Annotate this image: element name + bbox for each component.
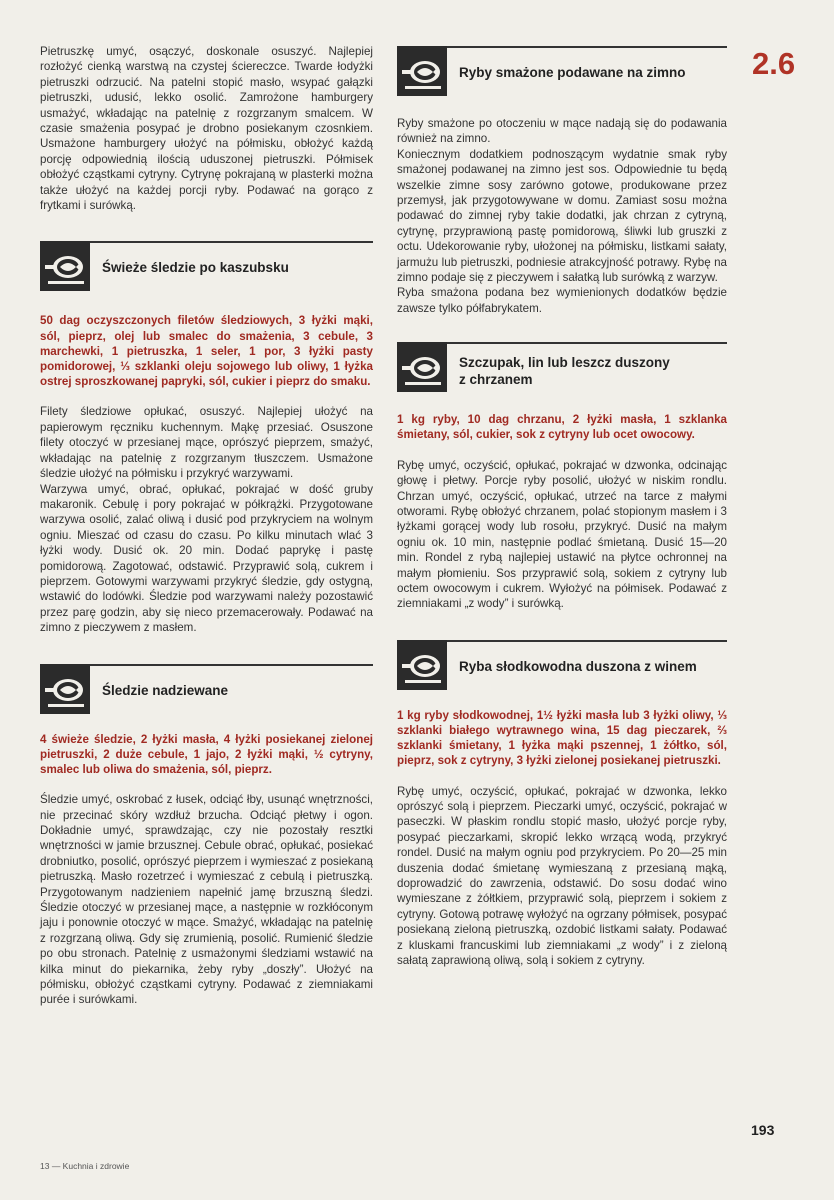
fish-pan-icon	[40, 241, 90, 291]
footer-note: 13 — Kuchnia i zdrowie	[40, 1161, 130, 1171]
left-column	[40, 44, 373, 1008]
method-paragraph: Ryby smażone po otoczeniu w mące nadają się do podawania również na zimno.	[397, 117, 727, 146]
ingredients: 1 kg ryby słodkowodnej, 1½ łyżki masła lub 3 łyżki oliwy, ⅓ szklanki białego wytrawnego wina, 15 dag pieczarek, ⅔ szklanki śmietany, 1 łyżka mąki pszennej, 1 żółtko, sól, pieprz, sok z cytryny, 3 łyżki zielonej posiekanej pietruszki.	[397, 708, 727, 768]
recipe-header	[397, 342, 727, 396]
method-paragraph: Śledzie umyć, oskrobać z łusek, odciąć łby, usunąć wnętrzności, nie przecinać skóry wzdłuż brzucha. Odciąć płetwy i ogon. Dokładnie umyć, sprawdzając, czy nie pozostały resztki wnętrzności w jamie brzusznej. Cebule obrać, opłukać, posiekać drobniutko, posolić, oprószyć pieprzem i wymieszać z posiekaną pietruszką. Masło rozetrzeć i wymieszać z cebulą i pietruszką. Przygotowanym nadzieniem napełnić jamę brzuszną śledzi. Śledzie otoczyć w przesianej mące, a następnie w rozkłóconym jaju i ponownie otoczyć w mące. Smażyć, wkładając na patelnię z rozgrzaną oliwą. Gdy się zrumienią, posolić. Rumienić śledzie po obu stronach. Patelnię z usmażonymi śledziami wstawić na kilka minut do piekarnika, żeby ryby „doszły”. Ułożyć na półmisku, obłożyć cząstkami cytryny. Podawać z ziemniakami purée i surówkami.	[40, 793, 373, 1007]
recipe-title: Ryba słodkowodna duszona z winem	[459, 658, 697, 674]
section-number: 2.6	[752, 46, 796, 81]
method-paragraph: Filety śledziowe opłukać, osuszyć. Najlepiej ułożyć na papierowym ręczniku kuchennym. Mąkę przesiać. Osuszone filety otoczyć w przesianej mące, oprószyć pieprzem, smażyć, wkładając na patelnię z rozgrzanym tłuszczem. Usmażone śledzie ułożyć na półmisku i przykryć warzywami.	[40, 405, 373, 481]
ingredients: 50 dag oczyszczonych filetów śledziowych, 3 łyżki mąki, sól, pieprz, olej lub smalec do smażenia, 3 cebule, 3 marchewki, 1 pietruszka, 1 seler, 1 por, 3 łyżki pasty pomidorowej, ⅓ szklanki oleju sojowego lub oliwy, 1 łyżka ostrej sproszkowanej papryki, sól, cukier i pieprz do smaku.	[40, 314, 373, 389]
method-paragraph: Ryba smażona podana bez wymienionych dodatków będzie zawsze tylko półfabrykatem.	[397, 286, 727, 315]
fish-pan-icon	[40, 664, 90, 714]
recipe-header	[40, 664, 373, 714]
recipe-title	[459, 354, 727, 388]
ingredients: 4 świeże śledzie, 2 łyżki masła, 4 łyżki posiekanej zielonej pietruszki, 2 duże cebule, 1 jajo, 2 łyżki mąki, ½ cytryny, smalec lub oliwa do smażenia, sól, pieprz.	[40, 732, 373, 776]
method-paragraph: Koniecznym dodatkiem podnoszącym wydatnie smak ryby smażonej podawanej na zimno jest sos. Odpowiednie tu będą wszelkie zimne sosy zarówno gotowe, produkowane przez przemysł, jak przygotowywane w domu. Zamiast sosu można podawać do zimnej ryby takie dodatki, jak chrzan z cytryną, cytrynę, przyprawioną pastę pomidorową, śliwki lub gruszki z octu. Udekorowanie ryby, ułożonej na półmisku, listkami sałaty, jarmużu lub pietruszki, podniesie atrakcyjność potrawy. Rybę na zimno podaje się z pieczywem i sałatką lub surówką z warzyw.	[397, 147, 727, 285]
recipe-title: Śledzie nadziewane	[102, 682, 229, 698]
right-column	[397, 44, 727, 968]
method-paragraph: Warzywa umyć, obrać, opłukać, pokrajać w dość gruby makaronik. Cebulę i pory pokrajać w półkrążki. Przygotowane warzywa osolić, zalać oliwą i dusić pod przykryciem na wolnym ogniu. Mieszać od czasu do czasu. Po kilku minutach wlać 3 łyżki wody. Dusić ok. 20 min. Dodać paprykę i pastę pomidorową. Zagotować, odstawić. Przyprawić solą, cukrem i pieprzem. Gotowymi warzywami przykryć śledzie, gdy ostygną, wstawić do lodówki. Śledzie pod warzywami należy pozostawić przez parę godzin, aby się nieco przemacerowały. Podawać na zimno z pieczywem z masłem.	[40, 482, 373, 635]
fish-pan-icon	[397, 342, 447, 392]
ingredients: 1 kg ryby, 10 dag chrzanu, 2 łyżki masła, 1 szklanka śmietany, sól, cukier, sok z cytryny lub ocet owocowy.	[397, 413, 727, 442]
recipe-header	[397, 640, 727, 690]
page-number: 193	[751, 1122, 775, 1138]
recipe-title: Ryby smażone podawane na zimno	[459, 65, 686, 80]
method-paragraph: Rybę umyć, oczyścić, opłukać, pokrajać w dzwonka, lekko oprószyć solą i pieprzem. Pieczarki umyć, oczyścić, pokrajać w paseczki. W płaskim rondlu stopić masło, ułożyć porcje ryby, posypać pieczarkami, skropić lekko wrzącą wodą, przykryć rondel. Dusić na małym ogniu pod przykryciem. Po 20—25 min duszenia dodać śmietanę wymieszaną z przesianą mąką, doprowadzić do zawrzenia, odstawić. Do sosu dodać wino wymieszane z żółtkiem, przyprawić solą, pieprzem i sokiem z cytryny. Gotową potrawę wyłożyć na ogrzany półmisek, posypać posiekaną zieloną pietruszką, ozdobić listkami sałaty. Podawać z kluskami francuskimi lub ziemniakami „z wody” i z zieloną sałatą zaprawioną oliwą, solą i sokiem z cytryny.	[397, 784, 727, 968]
fish-pan-icon	[397, 640, 447, 690]
intro-paragraph: Pietruszkę umyć, osączyć, doskonale osuszyć. Najlepiej rozłożyć cienką warstwą na czystej ściereczce. Twarde łodyżki pietruszki odrzucić. Na patelni stopić masło, wsypać gałązki pietruszki, udusić, lekko osolić. Zamrożone hamburgery usmażyć, wkładając na patelnię z rozgrzanym smalcem. W czasie smażenia posypać je drobno posiekanym czosnkiem. Usmażone hamburgery ułożyć na półmisku, obłożyć każdą porcję odpowiednią ilością uduszonej pietruszki. Półmisek obłożyć cząstkami cytryny. Cytrynę pokrajaną w plasterki można także ułożyć na każdej porcji ryby. Podawać na gorąco z frytkami i surówką.	[40, 45, 373, 213]
method-paragraph: Rybę umyć, oczyścić, opłukać, pokrajać w dzwonka, odcinając głowę i płetwy. Porcje ryby posolić, ułożyć w niskim rondlu. Chrzan umyć, oczyścić, opłukać, utrzeć na tarce z małymi otworami. Rybę obłożyć chrzanem, polać stopionym masłem i 3 łyżkami gorącej wody lub rosołu, przykryć. Dusić na małym ogniu ok. 10 min, następnie podlać śmietaną. Dusić 15—20 min. Rondel z rybą najlepiej ustawić na płytce ochronnej na małym płomieniu. Sos przyprawić solą, sokiem z cytryny lub octem owocowym i cukrem. Wyłożyć na półmisek. Podawać z ziemniakami „z wody” i surówką.	[397, 458, 727, 611]
recipe-title-line2: z chrzanem	[459, 372, 533, 388]
recipe-header	[40, 241, 373, 291]
recipe-title: Świeże śledzie po kaszubsku	[102, 260, 289, 276]
recipe-header	[397, 46, 727, 96]
recipe-title-line1: Szczupak, lin lub leszcz duszony	[459, 355, 670, 371]
fish-pan-icon	[397, 46, 447, 96]
